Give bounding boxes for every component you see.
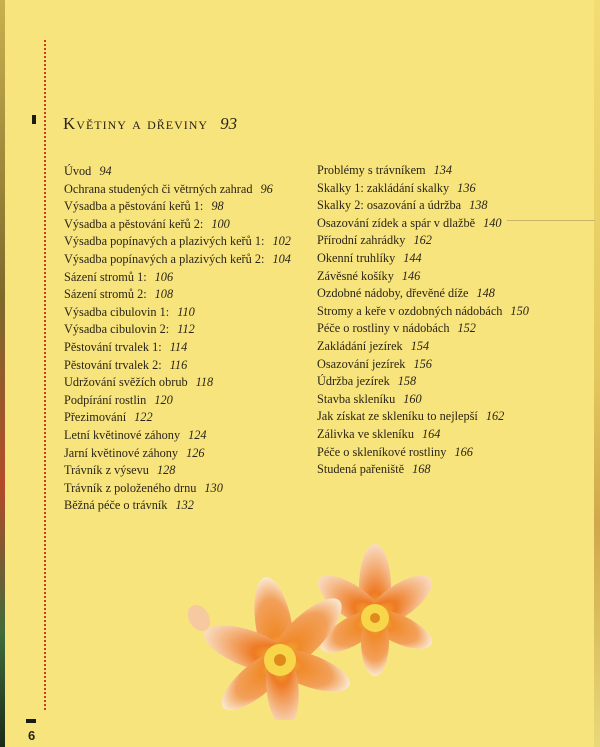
toc-entry-title: Trávník z položeného drnu <box>64 480 197 495</box>
toc-entry-title: Jarní květinové záhony <box>64 445 179 460</box>
toc-entry <box>317 250 529 268</box>
toc-entry-page: 146 <box>401 268 421 283</box>
toc-entry-page: 94 <box>99 164 112 178</box>
toc-entry <box>64 321 291 339</box>
toc-entry <box>64 497 291 515</box>
toc-entry <box>64 163 291 181</box>
toc-entry-page: 164 <box>421 426 441 441</box>
toc-entry-title: Skalky 2: osazování a údržba <box>317 198 462 213</box>
toc-entry <box>317 285 529 303</box>
toc-entry-page: 152 <box>457 321 476 336</box>
toc-entry-page: 140 <box>483 215 502 230</box>
toc-entry <box>317 444 529 462</box>
toc-entry <box>317 356 529 374</box>
toc-entry-title: Úvod <box>64 164 92 178</box>
toc-entry-page: 136 <box>457 180 476 195</box>
toc-entry-page: 100 <box>211 216 230 231</box>
toc-entry-page: 134 <box>433 163 453 177</box>
toc-entry-page: 124 <box>188 427 207 442</box>
toc-entry-page: 102 <box>272 234 291 249</box>
toc-entry <box>317 391 529 409</box>
toc-entry <box>317 426 529 444</box>
toc-left-column <box>64 163 291 515</box>
toc-entry-title: Závěsné košíky <box>317 268 394 283</box>
toc-entry-title: Pěstování trvalek 2: <box>64 357 162 372</box>
toc-entry-title: Výsadba popínavých a plazivých keřů 2: <box>64 251 265 266</box>
toc-entry-page: 162 <box>413 233 432 248</box>
toc-entry-title: Výsadba popínavých a plazivých keřů 1: <box>64 234 265 249</box>
toc-entry-title: Sázení stromů 2: <box>64 287 147 302</box>
toc-entry-title: Udržování svěžích obrub <box>64 375 188 390</box>
toc-entry <box>64 357 291 375</box>
toc-entry-page: 138 <box>469 198 488 213</box>
section-heading <box>63 114 237 134</box>
toc-entry <box>64 374 291 392</box>
toc-entry-page: 154 <box>410 338 430 353</box>
section-page: 93 <box>220 114 238 133</box>
toc-entry <box>64 233 291 251</box>
toc-entry <box>64 427 291 445</box>
page-left-edge <box>0 0 5 747</box>
toc-entry-page: 128 <box>156 463 176 478</box>
toc-entry <box>64 181 291 199</box>
toc-entry-page: 132 <box>175 498 194 513</box>
toc-entry-title: Přezimování <box>64 410 127 425</box>
toc-entry-page: 110 <box>177 304 195 319</box>
toc-entry-title: Ochrana studených či větrných zahrad <box>64 181 253 196</box>
toc-entry-title: Výsadba cibulovin 2: <box>64 322 170 337</box>
toc-entry <box>64 269 291 287</box>
toc-entry-title: Stavba skleníku <box>317 391 396 406</box>
toc-entry <box>64 480 291 498</box>
toc-entry-title: Běžná péče o trávník <box>64 498 168 513</box>
toc-entry <box>64 462 291 480</box>
toc-entry <box>64 198 291 216</box>
toc-entry-title: Osazování jezírek <box>317 356 406 371</box>
toc-entry <box>317 197 529 215</box>
toc-entry-title: Výsadba a pěstování keřů 1: <box>64 199 204 214</box>
toc-entry <box>317 215 529 233</box>
toc-entry-title: Skalky 1: zakládání skalky <box>317 180 450 195</box>
toc-entry-title: Letní květinové záhony <box>64 427 181 442</box>
toc-entry <box>64 445 291 463</box>
toc-entry-title: Výsadba a pěstování keřů 2: <box>64 216 204 231</box>
dotted-margin-rule <box>44 40 46 710</box>
toc-entry-title: Údržba jezírek <box>317 374 390 389</box>
toc-entry <box>64 304 291 322</box>
toc-entry <box>317 232 529 250</box>
toc-entry-page: 150 <box>510 303 529 318</box>
toc-entry-title: Péče o rostliny v nádobách <box>317 321 450 336</box>
toc-entry-page: 168 <box>412 462 431 477</box>
toc-entry <box>317 461 529 479</box>
toc-entry-title: Zakládání jezírek <box>317 338 403 353</box>
page-right-edge <box>594 0 600 747</box>
toc-entry <box>317 162 529 180</box>
toc-entry <box>64 409 291 427</box>
toc-entry-page: 98 <box>211 199 224 214</box>
toc-entry-title: Jak získat ze skleníku to nejlepší <box>317 409 478 424</box>
toc-entry-title: Podpírání rostlin <box>64 392 147 407</box>
toc-entry-page: 122 <box>134 410 153 425</box>
page-number: 6 <box>28 728 36 743</box>
toc-right-column <box>317 162 529 479</box>
toc-entry <box>317 303 529 321</box>
page-number-marker <box>26 719 36 723</box>
toc-entry-title: Ozdobné nádoby, dřevěné díže <box>317 286 469 301</box>
toc-entry-title: Přírodní zahrádky <box>317 233 406 248</box>
toc-entry <box>64 216 291 234</box>
toc-entry <box>317 338 529 356</box>
toc-entry-page: 160 <box>403 391 422 406</box>
toc-entry <box>64 251 291 269</box>
toc-entry <box>317 268 529 286</box>
toc-entry-page: 126 <box>186 445 205 460</box>
toc-entry-title: Péče o skleníkové rostliny <box>317 444 447 459</box>
toc-entry-title: Sázení stromů 1: <box>64 269 147 284</box>
toc-entry-title: Osazování zídek a spár v dlažbě <box>317 215 476 230</box>
toc-entry-page: 148 <box>476 286 495 301</box>
stray-line <box>507 220 595 221</box>
toc-entry-page: 158 <box>397 374 417 389</box>
toc-entry <box>317 373 529 391</box>
heading-marker <box>32 115 36 124</box>
toc-entry-page: 144 <box>403 250 422 265</box>
toc-entry-page: 108 <box>154 287 174 302</box>
toc-entry-page: 118 <box>195 375 214 390</box>
toc-entry <box>64 286 291 304</box>
toc-entry <box>317 180 529 198</box>
toc-entry-page: 156 <box>413 356 432 371</box>
toc-entry-page: 130 <box>204 480 223 495</box>
toc-entry-page: 104 <box>272 251 291 266</box>
toc-entry-title: Okenní truhlíky <box>317 250 396 265</box>
toc-entry <box>64 339 291 357</box>
toc-entry-title: Zálivka ve skleníku <box>317 426 414 441</box>
lily-flowers-illustration <box>185 540 450 720</box>
toc-entry-page: 106 <box>154 269 174 284</box>
toc-entry-title: Výsadba cibulovin 1: <box>64 304 170 319</box>
toc-entry-page: 162 <box>485 409 505 424</box>
toc-entry-page: 96 <box>260 181 273 196</box>
toc-entry-page: 112 <box>177 322 195 337</box>
toc-entry <box>317 408 529 426</box>
toc-entry-title: Trávník z výsevu <box>64 463 149 478</box>
toc-entry-page: 166 <box>454 444 473 459</box>
toc-entry <box>64 392 291 410</box>
section-title: Květiny a dřeviny <box>63 114 209 133</box>
toc-entry-page: 116 <box>169 357 188 372</box>
toc-entry-title: Studená pařeniště <box>317 462 405 477</box>
toc-entry-title: Pěstování trvalek 1: <box>64 339 162 354</box>
toc-entry-page: 120 <box>154 392 173 407</box>
toc-entry <box>317 320 529 338</box>
toc-entry-title: Stromy a keře v ozdobných nádobách <box>317 303 503 318</box>
toc-entry-page: 114 <box>169 339 188 354</box>
toc-entry-title: Problémy s trávníkem <box>317 163 426 177</box>
